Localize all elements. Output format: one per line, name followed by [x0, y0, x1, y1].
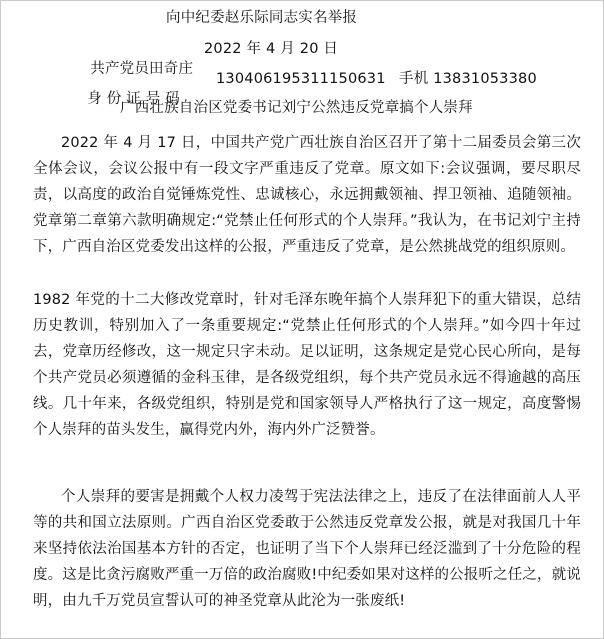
paragraph-text: 2022 年 4 月 17 日，中国共产党广西壮族自治区召开了第十二届委员会第三次全体会议，会议公报中有一段文字严重违反了党章。原文如下:会议强调，要尽职尽责，以高度的政治自觉锤炼党性、忠诚核心，永远拥戴领袖、捍卫领袖、追随领袖。党章第二章第六款明确规定:“党禁止任何形式的个人崇拜。”我认为，在书记刘宁主持下，广西自治区党委发出这样的公报，严重违反了党章，是公然挑战党的组织原则。	[33, 135, 581, 255]
paragraph-text: 个人崇拜的要害是拥戴个人权力凌驾于宪法法律之上，违反了在法律面前人人平等的共和国立法原则。广西自治区党委敢于公然违反党章发公报，就是对我国几十年来坚持依法治国基本方针的否定，也证明了当下个人崇拜已经泛滥到了十分危险的程度。这是比贪污腐败严重一万倍的政治腐败!中纪委如果对这样的公报听之任之，就说明，由九千万党员宣誓认可的神圣党章从此沦为一张废纸!	[33, 489, 582, 609]
letter-subject: 广西壮族自治区党委书记刘宁公然违反党章搞个人崇拜	[120, 100, 473, 116]
author-name: 共产党员田奇庄	[90, 61, 194, 77]
body-paragraph-2	[33, 287, 581, 443]
id-number: 130406195311150631	[216, 71, 386, 87]
body-paragraph-3	[33, 484, 581, 614]
letter-title: 向中纪委赵乐际同志实名举报	[166, 10, 358, 26]
body-paragraph-1	[33, 130, 581, 260]
phone-number: 手机 13831053380	[399, 71, 537, 87]
letter-date: 2022 年 4 月 20 日	[204, 41, 339, 57]
id-label: 身 份 证 号 码	[87, 91, 180, 107]
paragraph-text: 1982 年党的十二大修改党章时，针对毛泽东晚年搞个人崇拜犯下的重大错误，总结历史教训，特别加入了一条重要规定:“党禁止任何形式的个人崇拜。”如今四十年过去，党章历经修改，这一规定只字未动。足以证明，这条规定是党心民心所向，是每个共产党员必须遵循的金科玉律，是各级党组织，每个共产党员永远不得逾越的高压线。几十年来，各级党组织，特别是党和国家领导人严格执行了这一规定，高度警惕个人崇拜的苗头发生，赢得党内外，海内外广泛赞誉。	[33, 292, 581, 438]
